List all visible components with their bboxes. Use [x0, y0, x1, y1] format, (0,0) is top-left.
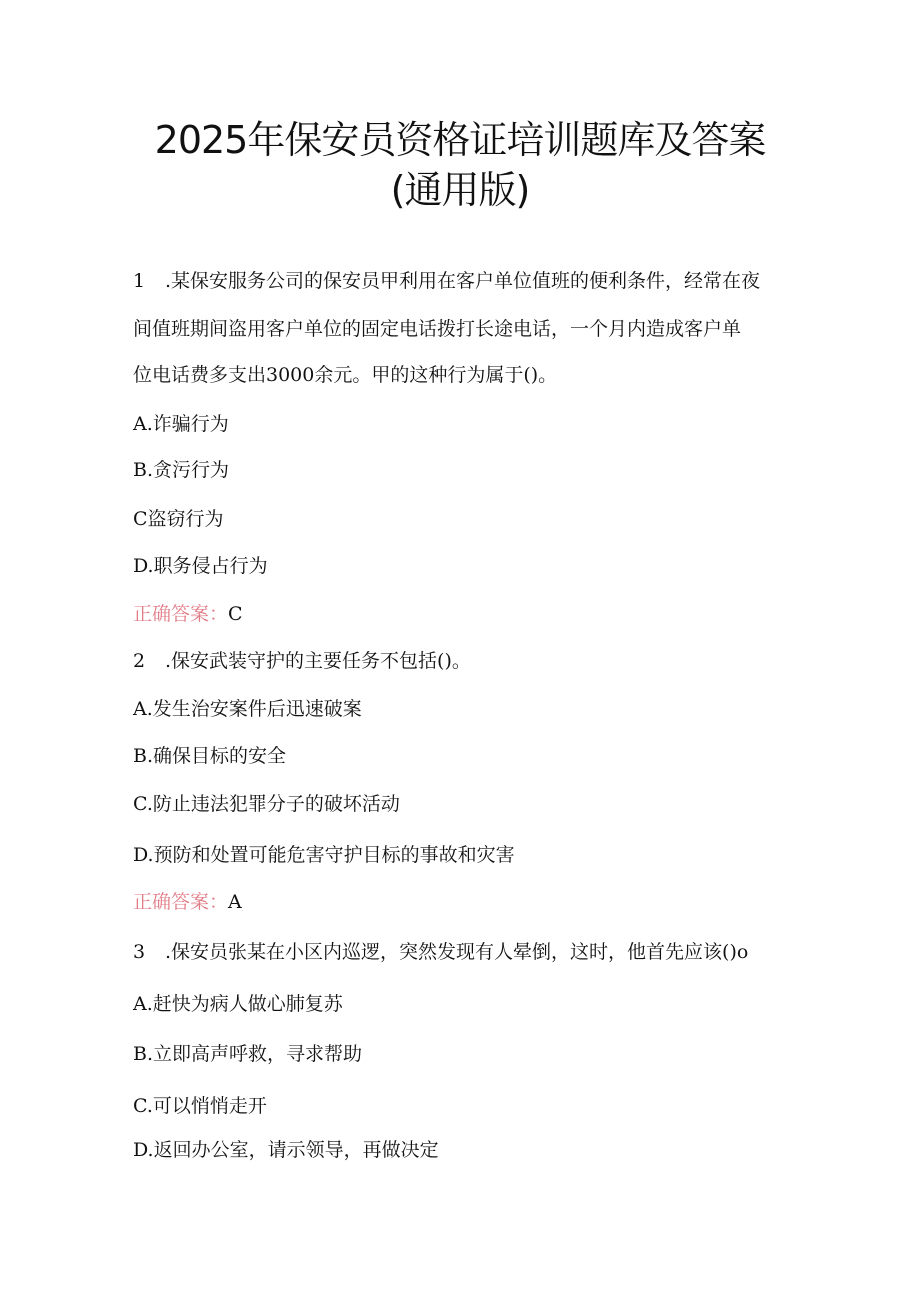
question-2-option-a: A.发生治安案件后迅速破案 — [133, 698, 362, 720]
answer-label: 正确答案： — [133, 891, 229, 913]
question-1-option-d: D.职务侵占行为 — [133, 555, 268, 577]
question-number: 1 — [133, 270, 146, 292]
question-2-option-b: B.确保目标的安全 — [133, 745, 287, 767]
question-3-option-d: D.返回办公室，请示领导，再做决定 — [133, 1139, 439, 1161]
question-3-option-a: A.赶快为病人做心肺复苏 — [133, 993, 343, 1015]
question-number: 2 — [133, 650, 146, 672]
answer-value: A — [228, 891, 242, 913]
document-subtitle: (通用版) — [390, 168, 530, 212]
question-1-option-b: B.贪污行为 — [133, 459, 230, 481]
question-1-option-c: C盗窃行为 — [133, 508, 224, 530]
question-3-option-b: B.立即高声呼救，寻求帮助 — [133, 1043, 363, 1065]
question-2-option-c: C.防止违法犯罪分子的破坏活动 — [133, 793, 400, 815]
question-3-option-c: C.可以悄悄走开 — [133, 1095, 267, 1117]
question-text: .保安员张某在小区内巡逻，突然发现有人晕倒，这时，他首先应该()o — [165, 941, 749, 963]
answer-label: 正确答案： — [133, 603, 229, 625]
question-1-line-3: 位电话费多支出3000余元。甲的这种行为属于()。 — [133, 364, 558, 386]
question-1-answer — [133, 601, 243, 627]
question-text: .某保安服务公司的保安员甲利用在客户单位值班的便利条件，经常在夜 — [165, 270, 761, 292]
question-1-option-a: A.诈骗行为 — [133, 413, 229, 435]
question-1-line-1 — [133, 268, 760, 294]
question-text: .保安武装守护的主要任务不包括()。 — [165, 650, 471, 672]
question-1-line-2: 间值班期间盗用客户单位的固定电话拨打长途电话，一个月内造成客户单 — [133, 318, 742, 340]
question-number: 3 — [133, 941, 146, 963]
answer-value: C — [228, 603, 243, 625]
question-2-option-d: D.预防和处置可能危害守护目标的事故和灾害 — [133, 844, 515, 866]
document-title: 2025年保安员资格证培训题库及答案 — [154, 118, 766, 162]
question-3-line-1 — [133, 939, 748, 965]
question-2-line-1 — [133, 648, 471, 674]
question-2-answer — [133, 889, 242, 915]
